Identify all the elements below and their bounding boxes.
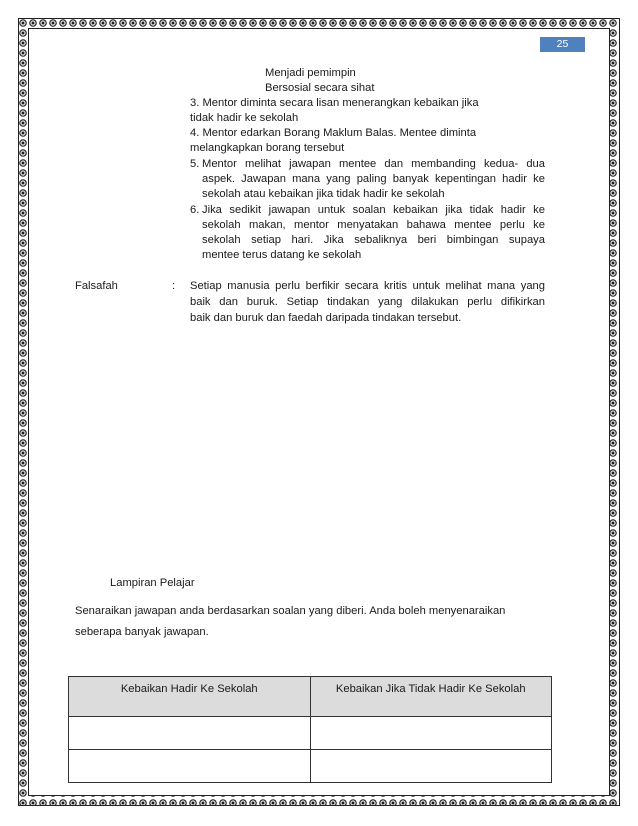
step-6-number: 6. bbox=[190, 204, 200, 216]
step-4-text: Mentor edarkan Borang Maklum Balas. Mentee diminta bbox=[202, 127, 477, 139]
lampiran-instruction-line-2: seberapa banyak jawapan. bbox=[75, 626, 209, 638]
answer-table bbox=[68, 676, 552, 783]
step-3-number: 3. bbox=[190, 97, 200, 109]
step-5-line-1: Mentor melihat jawapan mentee dan membanding kedua- dua bbox=[202, 158, 545, 170]
table-cell[interactable] bbox=[69, 717, 311, 750]
falsafah-label: Falsafah bbox=[75, 280, 118, 292]
falsafah-colon: : bbox=[172, 280, 176, 292]
table-cell[interactable] bbox=[310, 717, 552, 750]
step-3-line-2: tidak hadir ke sekolah bbox=[190, 112, 299, 124]
header-kebaikan-hadir: Kebaikan Hadir Ke Sekolah bbox=[69, 677, 311, 717]
step-6-line-4: mentee terus datang ke sekolah bbox=[202, 249, 362, 261]
table-header-row bbox=[69, 677, 552, 717]
falsafah-line-3: baik dan buruk dan faedah daripada tindakan tersebut. bbox=[190, 312, 462, 324]
falsafah-line-2: baik dan buruk. Setiap tindakan yang dilakukan perlu difikirkan bbox=[190, 296, 545, 308]
continuation-line-2: Bersosial secara sihat bbox=[265, 82, 375, 94]
page-number-badge: 25 bbox=[540, 37, 585, 52]
header-kebaikan-tidak-hadir: Kebaikan Jika Tidak Hadir Ke Sekolah bbox=[310, 677, 552, 717]
falsafah-line-1: Setiap manusia perlu berfikir secara kritis untuk melihat mana yang bbox=[190, 280, 545, 292]
table-cell[interactable] bbox=[310, 750, 552, 783]
step-3-text: Mentor diminta secara lisan menerangkan kebaikan jika bbox=[202, 97, 479, 109]
continuation-line-1: Menjadi pemimpin bbox=[265, 67, 356, 79]
step-6-line-1: Jika sedikit jawapan untuk soalan kebaikan jika tidak hadir ke bbox=[202, 204, 545, 216]
table-cell[interactable] bbox=[69, 750, 311, 783]
step-5-line-3: sekolah atau kebaikan jika tidak hadir ke sekolah bbox=[202, 188, 445, 200]
step-4-number: 4. bbox=[190, 127, 200, 139]
lampiran-title: Lampiran Pelajar bbox=[110, 577, 195, 589]
table-row bbox=[69, 750, 552, 783]
lampiran-instruction-line-1: Senaraikan jawapan anda berdasarkan soalan yang diberi. Anda boleh menyenaraikan bbox=[75, 605, 506, 617]
step-6-line-2: sekolah makan, mentor menyatakan bahawa mentee perlu ke bbox=[202, 219, 545, 231]
step-3-line-1 bbox=[190, 96, 479, 111]
step-4-line-1 bbox=[190, 126, 476, 141]
step-5-number: 5. bbox=[190, 158, 200, 170]
step-4-line-2: melangkapkan borang tersebut bbox=[190, 142, 345, 154]
step-5-line-2: aspek. Jawapan mana yang paling banyak kepentingan hadir ke bbox=[202, 173, 545, 185]
step-6-line-3: sekolah setiap hari. Jika sebaliknya beri bimbingan supaya bbox=[202, 234, 545, 246]
table-row bbox=[69, 717, 552, 750]
